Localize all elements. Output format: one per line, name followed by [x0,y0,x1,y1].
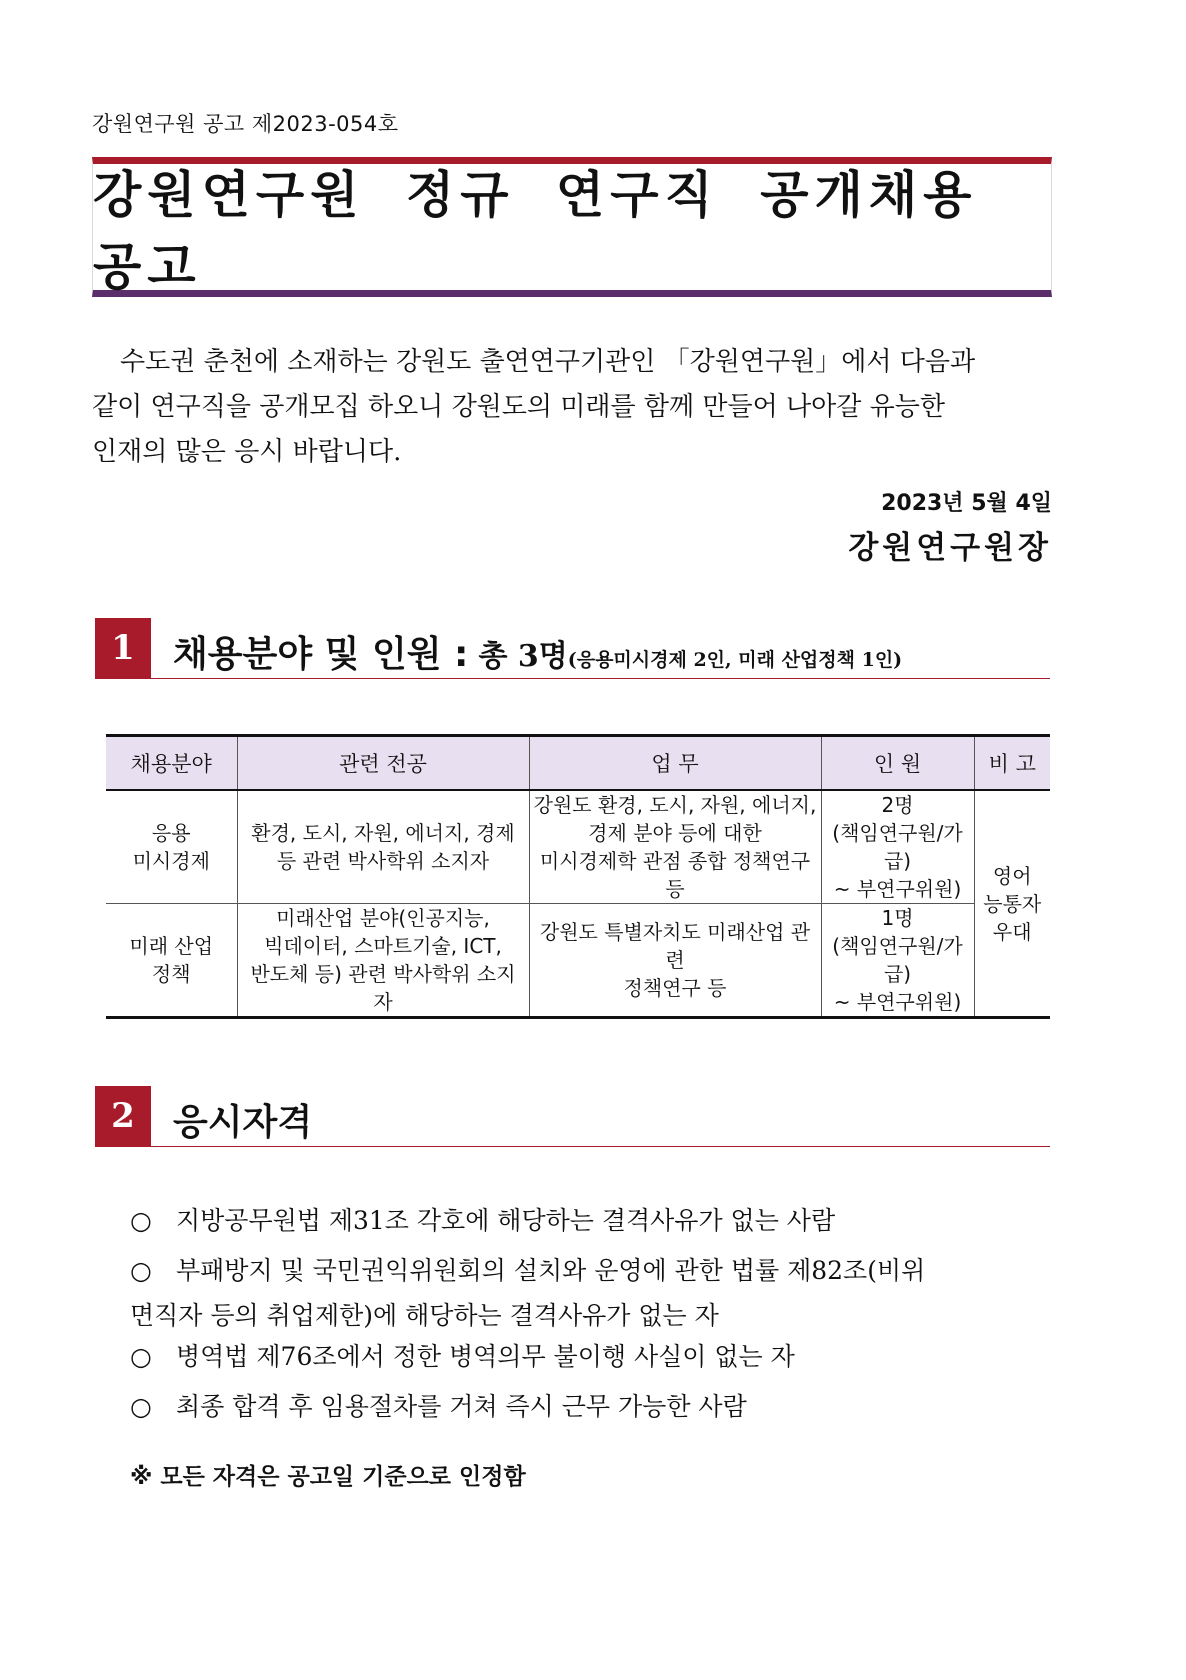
cell-line: 능통자 [983,891,1042,916]
cell-line: (책임연구원/가급) [832,934,963,986]
cell-line: 미시경제 [132,849,210,873]
qualifications-list [130,1196,1060,1432]
cell-line: 미래 산업 [129,934,214,958]
intro-line-3: 인재의 많은 응시 바랍니다. [92,437,402,467]
section-2-header [95,1086,1050,1147]
intro-line-2: 같이 연구직을 공개모집 하오니 강원도의 미래를 함께 만들어 나아갈 유능한 [92,392,945,422]
qualification-continuation: 면직자 등의 취업제한)에 해당하는 결격사유가 없는 자 [130,1301,719,1330]
cell-line: ~ 부연구위원) [833,877,962,901]
cell-note [974,790,1050,1018]
section-2-number: 2 [95,1086,151,1146]
section-1-title: 채용분야 및 인원 : [173,634,469,675]
qualification-text: 최종 합격 후 임용절차를 거쳐 즉시 근무 가능한 사람 [176,1392,747,1421]
cell-line: 강원도 환경, 도시, 자원, 에너지, [533,793,817,817]
qualification-text: 지방공무원법 제31조 각호에 해당하는 결격사유가 없는 사람 [176,1206,836,1235]
header-major: 관련 전공 [237,736,529,791]
cell-line: 정책 [151,962,191,986]
qualification-text: 병역법 제76조에서 정한 병역의무 불이행 사실이 없는 자 [176,1342,795,1371]
cell-line: 1명 [881,906,914,930]
cell-duty [529,790,821,904]
header-field: 채용분야 [106,736,237,791]
cell-field [106,904,237,1018]
cell-line: 정책연구 등 [623,976,727,1000]
signer: 강원연구원장 [848,530,1052,566]
cell-line: 강원도 특별자치도 미래산업 관련 [539,920,811,972]
table-row [106,790,1050,904]
section-1-header [95,618,1050,679]
cell-line: 빅데이터, 스마트기술, ICT, [264,934,502,958]
cell-line: 등 관련 박사학위 소지자 [276,849,490,873]
cell-duty [529,904,821,1018]
cell-line: (책임연구원/가급) [832,821,963,873]
cell-line: 경제 분야 등에 대한 [588,821,762,845]
notice-number: 강원연구원 공고 제2023-054호 [92,112,399,136]
list-item [130,1332,1060,1382]
cell-line: 미래산업 분야(인공지능, [276,906,490,930]
header-duty: 업 무 [529,736,821,791]
footnote: ※ 모든 자격은 공고일 기준으로 인정함 [130,1464,526,1490]
qualification-text: 부패방지 및 국민권익위원회의 설치와 운영에 관한 법률 제82조(비위 [176,1256,926,1285]
circle-bullet-icon: ○ [130,1392,152,1421]
cell-line: 응용 [151,821,191,845]
list-item [130,1196,1060,1246]
cell-count [821,790,974,904]
intro-line-1: 수도권 춘천에 소재하는 강원도 출연연구기관인 「강원연구원」에서 다음과 [120,347,976,377]
recruitment-table [106,734,1050,1019]
circle-bullet-icon: ○ [130,1342,152,1371]
cell-line: 환경, 도시, 자원, 에너지, 경제 [251,821,515,845]
list-item [130,1246,1060,1296]
circle-bullet-icon: ○ [130,1256,152,1285]
section-1-detail: (응용미시경제 2인, 미래 산업정책 1인) [567,649,903,671]
section-1-title-wrap [173,626,902,677]
intro-paragraph [92,340,1052,475]
notice-date: 2023년 5월 4일 [881,491,1052,516]
header-note: 비 고 [974,736,1050,791]
cell-line: ~ 부연구위원) [833,990,962,1014]
cell-field [106,790,237,904]
page-title: 강원연구원 정규 연구직 공개채용 공고 [93,166,978,296]
title-box [92,157,1052,297]
cell-major [237,904,529,1018]
cell-line: 영어 [992,863,1032,888]
header-count: 인 원 [821,736,974,791]
circle-bullet-icon: ○ [130,1206,152,1235]
table-header-row [106,736,1050,791]
list-item [130,1382,1060,1432]
cell-line: 2명 [881,793,914,817]
cell-line: 미시경제학 관점 종합 정책연구 등 [539,849,811,901]
section-2-title: 응시자격 [173,1102,313,1143]
section-1-number: 1 [95,618,151,678]
section-1-total: 총 3명 [478,639,568,674]
cell-line: 우대 [992,919,1032,944]
cell-line: 반도체 등) 관련 박사학위 소지자 [250,962,516,1014]
table-row [106,904,1050,1018]
cell-major [237,790,529,904]
cell-count [821,904,974,1018]
